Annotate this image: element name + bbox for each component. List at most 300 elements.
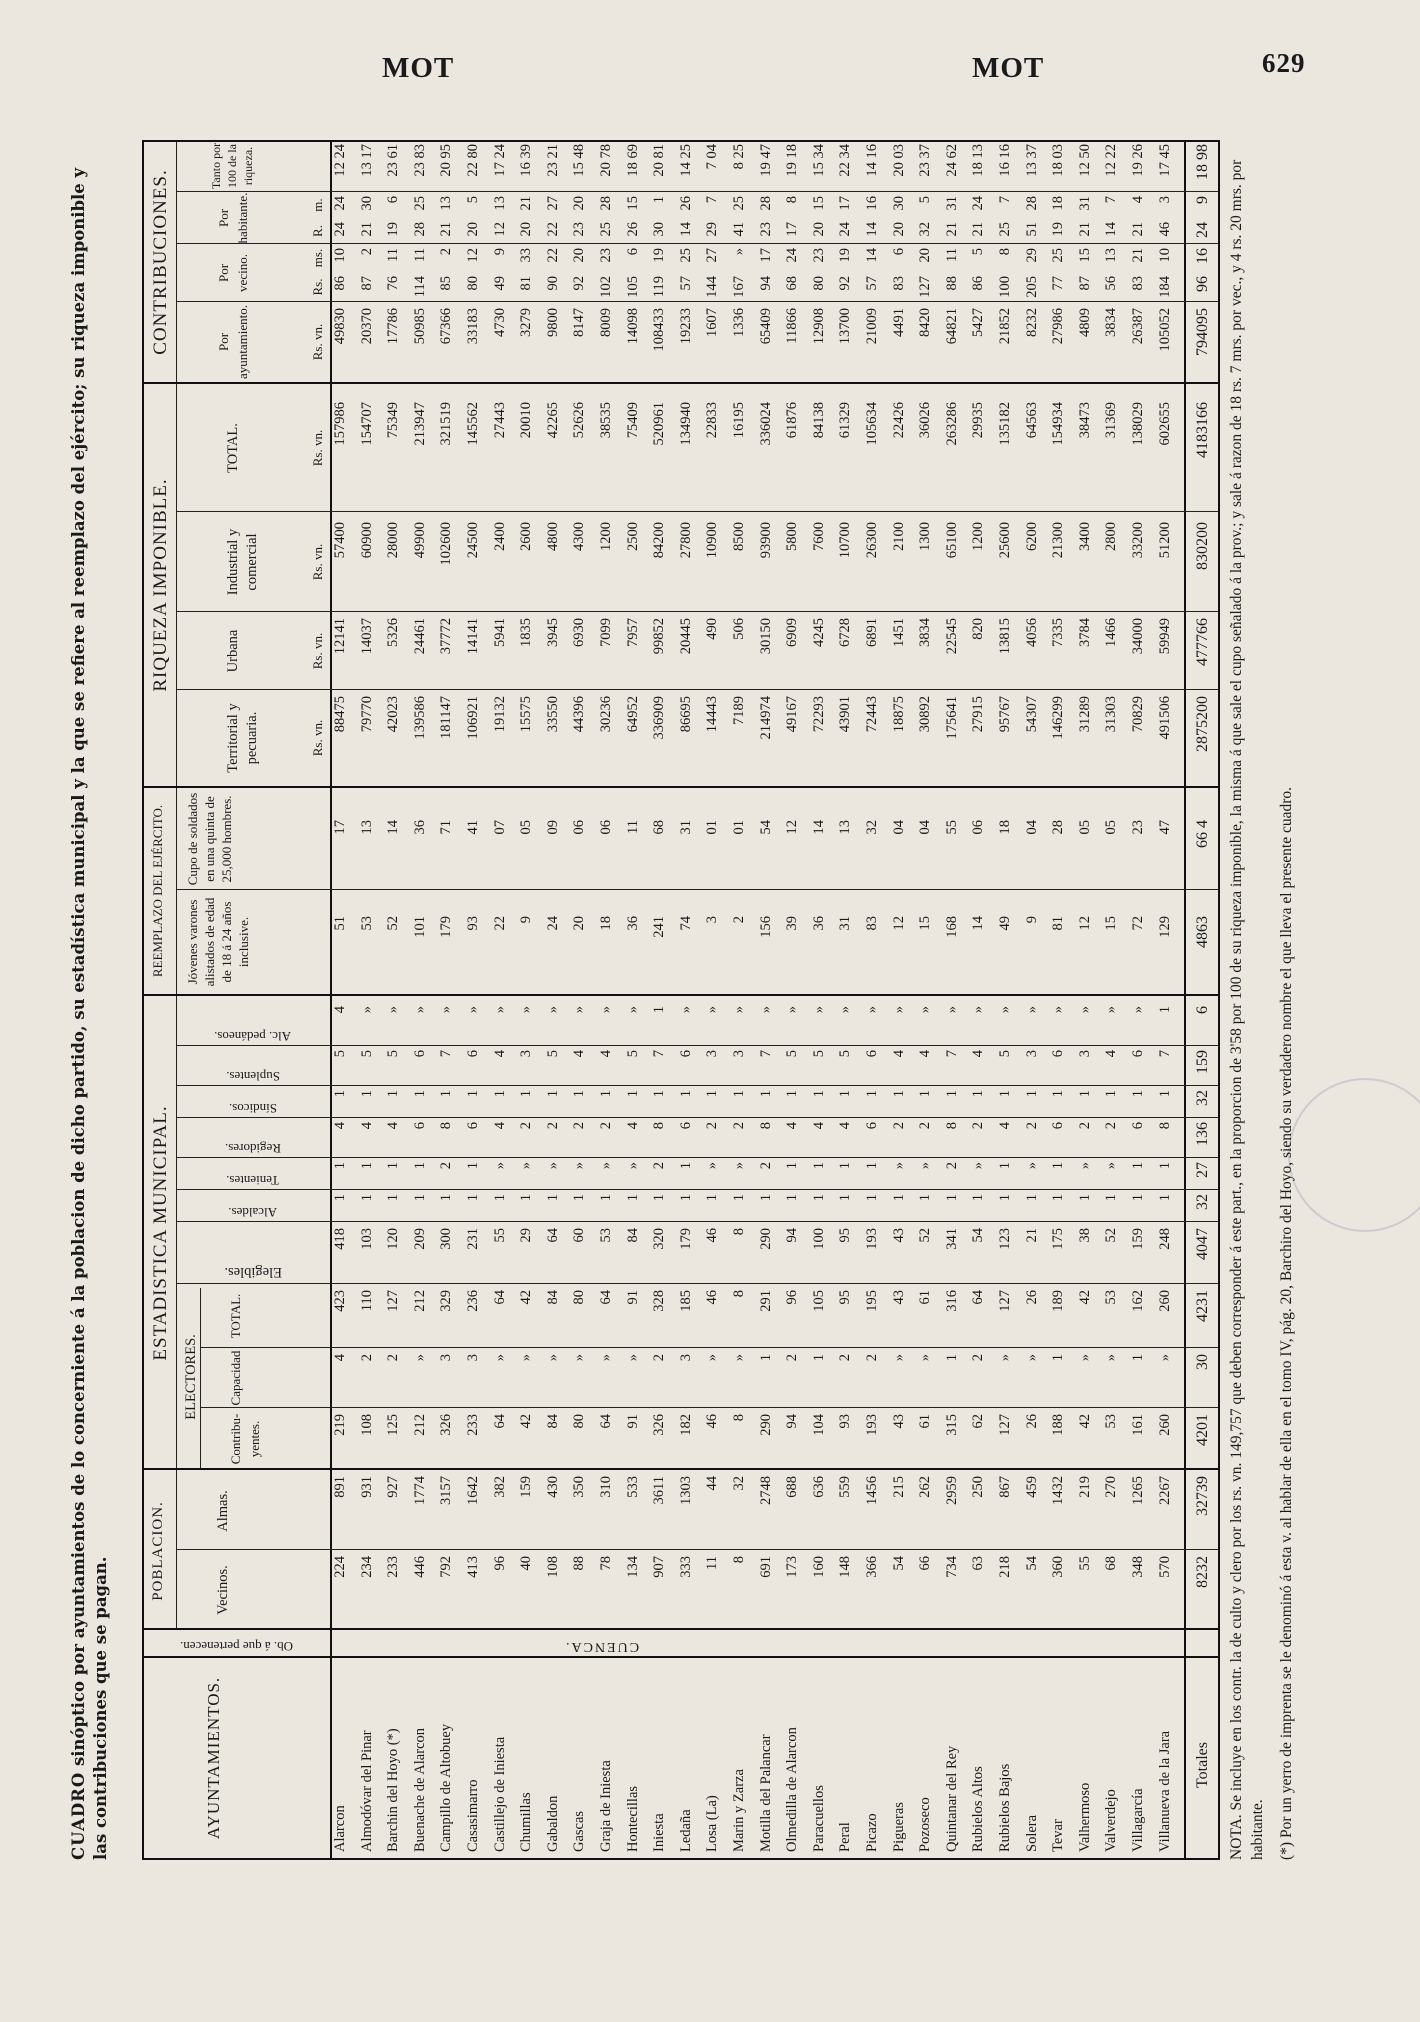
cell-con: 182 <box>677 1414 694 1436</box>
header-alc-pedaneos: Alc. pedáneos. <box>214 1029 292 1044</box>
cell-eleg: 120 <box>385 1228 402 1250</box>
cell-ayt: 9800 <box>544 308 561 337</box>
cell-sup: 4 <box>917 1050 934 1058</box>
cell-sup: 5 <box>358 1050 375 1058</box>
cell-ten: » <box>1076 1162 1093 1170</box>
cell-tp: 22 34 <box>837 144 854 177</box>
province-label: CUENCA. <box>564 1639 640 1654</box>
cell-ten: » <box>890 1162 907 1170</box>
cell-tp: 13 37 <box>1023 144 1040 177</box>
cell-con: 127 <box>997 1414 1013 1436</box>
table-row <box>543 142 563 1858</box>
table-row <box>436 142 456 1858</box>
table-row <box>1128 142 1148 1858</box>
cell-urb: 7099 <box>598 618 614 647</box>
cell-ped: » <box>997 1006 1013 1014</box>
cell-sin: 1 <box>864 1090 880 1098</box>
cell-tot: 80 <box>571 1290 588 1305</box>
cell-vms: 12 <box>465 248 481 263</box>
cell-cupo: 13 <box>837 820 854 835</box>
cell-ind: 6200 <box>1023 522 1040 551</box>
cell-hm: 25 <box>731 196 747 211</box>
cell-trt: 154934 <box>1050 402 1067 446</box>
cell-jov: 93 <box>465 916 481 931</box>
cell-cap: » <box>917 1354 934 1362</box>
cell-vrs: 94 <box>757 276 774 291</box>
cell-alm: 1642 <box>465 1476 481 1505</box>
cell-cap: 3 <box>677 1354 694 1362</box>
electores-rule <box>200 1288 201 1470</box>
cell-reg: 6 <box>465 1122 481 1130</box>
cell-terr: 27915 <box>970 696 987 733</box>
cell-reg: 4 <box>997 1122 1013 1130</box>
cell-vms: 2 <box>358 248 375 256</box>
cell-vms: 6 <box>890 248 907 256</box>
cell-sin: 1 <box>651 1090 668 1098</box>
cell-ind: 33200 <box>1130 522 1146 559</box>
cell-eleg: 179 <box>677 1228 694 1250</box>
cell-cupo: 28 <box>1050 820 1067 835</box>
cell-reg: 8 <box>1156 1122 1173 1130</box>
cell-hr: 26 <box>624 222 641 237</box>
cell-urb: 5941 <box>491 618 508 647</box>
cell-reg: 6 <box>411 1122 428 1130</box>
cell-ped: » <box>1050 1006 1067 1014</box>
cell-con: 8 <box>731 1414 747 1422</box>
cell-reg: 2 <box>571 1122 588 1130</box>
total-contribuyentes: 4201 <box>1194 1414 1211 1446</box>
table-row <box>915 142 935 1858</box>
cell-sup: 4 <box>571 1050 588 1058</box>
cell-hr: 51 <box>1023 222 1040 237</box>
totals-row <box>1188 142 1218 1858</box>
cell-hm: 31 <box>1076 196 1093 211</box>
cell-terr: 30892 <box>917 696 934 733</box>
header-alcaldes: Alcaldes. <box>228 1205 278 1220</box>
cell-tot: 212 <box>411 1290 428 1312</box>
cell-sup: 3 <box>518 1050 535 1058</box>
cell-tot: 185 <box>677 1290 694 1312</box>
cell-ind: 102600 <box>438 522 455 566</box>
cell-tp: 12 22 <box>1103 144 1120 177</box>
cell-vec: 63 <box>970 1556 987 1571</box>
cell-alm: 533 <box>624 1476 641 1498</box>
cell-con: 108 <box>358 1414 375 1436</box>
municipality-name: Almodóvar del Pinar <box>358 1730 375 1852</box>
cell-terr: 42023 <box>385 696 402 733</box>
header-reemplazo: REEMPLAZO DEL EJÉRCITO. <box>150 804 165 978</box>
cell-tp: 13 17 <box>358 144 375 177</box>
cell-cupo: 04 <box>917 820 934 835</box>
cell-cap: 2 <box>784 1354 801 1362</box>
table-row <box>1048 142 1068 1858</box>
cell-trt: 64563 <box>1023 402 1040 439</box>
cell-eleg: 159 <box>1130 1228 1146 1250</box>
cell-urb: 490 <box>704 618 721 640</box>
cell-tp: 17 24 <box>491 144 508 177</box>
cell-vec: 792 <box>438 1556 455 1578</box>
cell-sin: 1 <box>1130 1090 1146 1098</box>
cell-cap: 2 <box>385 1354 402 1362</box>
cell-vrs: 49 <box>491 276 508 291</box>
cell-alm: 219 <box>1076 1476 1093 1498</box>
cell-hr: 21 <box>1076 222 1093 237</box>
cell-trt: 61876 <box>784 402 801 439</box>
cell-ayt: 3834 <box>1103 308 1120 337</box>
cell-alc: 1 <box>518 1194 535 1202</box>
cell-con: 84 <box>544 1414 561 1429</box>
cell-urb: 1466 <box>1103 618 1120 647</box>
municipality-name: Valhermoso <box>1076 1782 1093 1852</box>
cell-hr: 22 <box>544 222 561 237</box>
cell-vms: 5 <box>970 248 987 256</box>
total-cupo: 66 4 <box>1194 820 1211 848</box>
cell-jov: 49 <box>997 916 1013 931</box>
cell-sup: 6 <box>411 1050 428 1058</box>
cell-cap: » <box>571 1354 588 1362</box>
header-contribuciones: CONTRIBUCIONES. <box>150 169 171 355</box>
cell-cupo: 07 <box>491 820 508 835</box>
cell-hm: 13 <box>491 196 508 211</box>
cell-ten: » <box>704 1162 721 1170</box>
total-vecinos: 8232 <box>1194 1556 1211 1588</box>
cell-jov: 3 <box>704 916 721 924</box>
cell-ind: 24500 <box>465 522 481 559</box>
cell-sin: 1 <box>332 1090 348 1098</box>
cell-trt: 29935 <box>970 402 987 439</box>
totals-rule <box>1184 142 1186 1858</box>
cell-terr: 146299 <box>1050 696 1067 740</box>
cell-vec: 224 <box>332 1556 348 1578</box>
cell-ped: » <box>917 1006 934 1014</box>
table-row <box>569 142 589 1858</box>
cell-reg: 2 <box>890 1122 907 1130</box>
header-obispado: Ob. á que pertenecen. <box>180 1639 294 1654</box>
cell-vec: 218 <box>997 1556 1013 1578</box>
cell-ten: 2 <box>757 1162 774 1170</box>
cell-alm: 350 <box>571 1476 588 1498</box>
cell-ped: » <box>624 1006 641 1014</box>
cell-vrs: 100 <box>997 276 1013 298</box>
cell-alm: 1456 <box>864 1476 880 1505</box>
cell-ten: 1 <box>1156 1162 1173 1170</box>
cell-ten: » <box>917 1162 934 1170</box>
cell-alm: 1265 <box>1130 1476 1146 1505</box>
unit-m: m. <box>310 198 325 212</box>
cell-vrs: 86 <box>970 276 987 291</box>
cell-terr: 7189 <box>731 696 747 725</box>
cell-ten: 1 <box>837 1162 854 1170</box>
cell-reg: 4 <box>385 1122 402 1130</box>
cell-cap: » <box>624 1354 641 1362</box>
cell-hr: 21 <box>1130 222 1146 237</box>
municipality-name: Buenache de Alarcon <box>411 1727 428 1852</box>
cell-sin: 1 <box>491 1090 508 1098</box>
cell-ayt: 8147 <box>571 308 588 337</box>
cell-tot: 84 <box>544 1290 561 1305</box>
table-row <box>809 142 829 1858</box>
cell-reg: 2 <box>544 1122 561 1130</box>
table-row <box>782 142 802 1858</box>
cell-con: 42 <box>518 1414 535 1429</box>
cell-ayt: 8009 <box>598 308 614 337</box>
cell-alm: 1432 <box>1050 1476 1067 1505</box>
cell-sin: 1 <box>598 1090 614 1098</box>
cell-cap: 1 <box>810 1354 827 1362</box>
cell-ind: 7600 <box>810 522 827 551</box>
cell-vms: 6 <box>624 248 641 256</box>
header-electores: ELECTORES. <box>183 1334 199 1420</box>
cell-jov: 36 <box>810 916 827 931</box>
cell-con: 260 <box>1156 1414 1173 1436</box>
header-industrial: Industrial y comercial <box>225 528 260 596</box>
cell-urb: 1835 <box>518 618 535 647</box>
cell-hm: 7 <box>997 196 1013 204</box>
table-row <box>702 142 722 1858</box>
cell-con: 94 <box>784 1414 801 1429</box>
cell-alc: 1 <box>997 1194 1013 1202</box>
municipality-name: Hontecillas <box>624 1785 641 1852</box>
synoptic-table <box>142 140 1220 1860</box>
cell-hm: 5 <box>917 196 934 204</box>
cell-hm: 28 <box>757 196 774 211</box>
cell-hm: 1 <box>651 196 668 204</box>
total-regidores: 136 <box>1194 1122 1211 1146</box>
cell-alc: 1 <box>544 1194 561 1202</box>
cell-vec: 40 <box>518 1556 535 1571</box>
title-text: sinóptico por ayuntamientos de lo concerniente á la poblacion de dicho partido, su estadística municipal y la que se refiere al reemplazo del ejército; su riqueza imponible y las contribuciones que se pagan. <box>69 167 110 1860</box>
cell-alm: 270 <box>1103 1476 1120 1498</box>
cell-vms: 20 <box>917 248 934 263</box>
cell-terr: 106921 <box>465 696 481 740</box>
total-capacidad: 30 <box>1194 1354 1211 1370</box>
table-row <box>729 142 749 1858</box>
cell-reg: 4 <box>784 1122 801 1130</box>
cell-vms: 23 <box>598 248 614 263</box>
cell-urb: 6728 <box>837 618 854 647</box>
cell-sin: 1 <box>1103 1090 1120 1098</box>
cell-hr: 46 <box>1156 222 1173 237</box>
table-row <box>330 142 350 1858</box>
cell-ten: » <box>970 1162 987 1170</box>
cell-vec: 66 <box>917 1556 934 1571</box>
cell-tp: 23 83 <box>411 144 428 177</box>
cell-urb: 24461 <box>411 618 428 655</box>
cell-terr: 44396 <box>571 696 588 733</box>
cell-sin: 1 <box>438 1090 455 1098</box>
cell-hr: 20 <box>890 222 907 237</box>
header-capacidad: Capacidad <box>228 1350 243 1406</box>
cell-ten: » <box>544 1162 561 1170</box>
cell-alm: 891 <box>332 1476 348 1498</box>
cell-jov: 52 <box>385 916 402 931</box>
cell-cupo: 05 <box>518 820 535 835</box>
header-territorial: Territorial y pecuaria. <box>225 703 260 773</box>
cell-tot: 260 <box>1156 1290 1173 1312</box>
municipality-name: Barchin del Hoyo (*) <box>385 1728 402 1852</box>
cell-jov: 15 <box>1103 916 1120 931</box>
cell-terr: 43901 <box>837 696 854 733</box>
cell-terr: 14443 <box>704 696 721 733</box>
cell-vms: 2 <box>438 248 455 256</box>
cell-terr: 95767 <box>997 696 1013 733</box>
cell-cupo: 18 <box>997 820 1013 835</box>
cell-reg: 4 <box>491 1122 508 1130</box>
cell-tot: 46 <box>704 1290 721 1305</box>
cell-hm: 13 <box>438 196 455 211</box>
cell-terr: 72293 <box>810 696 827 733</box>
total-jovenes: 4863 <box>1194 916 1211 948</box>
cell-vec: 734 <box>943 1556 960 1578</box>
header-total-riqueza: TOTAL. <box>225 423 241 473</box>
cell-hr: 20 <box>518 222 535 237</box>
cell-vec: 173 <box>784 1556 801 1578</box>
cell-jov: 179 <box>438 916 455 938</box>
cell-terr: 70829 <box>1130 696 1146 733</box>
cell-alc: 1 <box>598 1194 614 1202</box>
cell-hm: 24 <box>332 196 348 211</box>
cell-alc: 1 <box>837 1194 854 1202</box>
unit-rs-vn: Rs. vn. <box>310 632 325 670</box>
totals-label: Totales <box>1194 1742 1211 1788</box>
cell-vms: 19 <box>651 248 668 263</box>
cell-con: 193 <box>864 1414 880 1436</box>
cell-urb: 22545 <box>943 618 960 655</box>
cell-urb: 14037 <box>358 618 375 655</box>
cell-ped: » <box>1130 1006 1146 1014</box>
cell-vrs: 80 <box>810 276 827 291</box>
cell-sin: 1 <box>411 1090 428 1098</box>
cell-reg: 2 <box>1076 1122 1093 1130</box>
cell-vms: 8 <box>997 248 1013 256</box>
cell-con: 43 <box>890 1414 907 1429</box>
cell-con: 290 <box>757 1414 774 1436</box>
cell-con: 53 <box>1103 1414 1120 1429</box>
cell-cupo: 71 <box>438 820 455 835</box>
header-ayuntamientos: AYUNTAMIENTOS. <box>204 1676 223 1840</box>
cell-sup: 7 <box>943 1050 960 1058</box>
cell-alc: 1 <box>385 1194 402 1202</box>
cell-vrs: 76 <box>385 276 402 291</box>
cell-hr: 21 <box>438 222 455 237</box>
cell-eleg: 60 <box>571 1228 588 1243</box>
cell-ten: 2 <box>651 1162 668 1170</box>
cell-cap: » <box>544 1354 561 1362</box>
cell-ayt: 26387 <box>1130 308 1146 345</box>
cell-jov: 12 <box>890 916 907 931</box>
cell-ten: 1 <box>1050 1162 1067 1170</box>
cell-cupo: 55 <box>943 820 960 835</box>
cell-vms: 14 <box>864 248 880 263</box>
cell-tp: 18 13 <box>970 144 987 177</box>
cell-cupo: 14 <box>810 820 827 835</box>
cell-alc: 1 <box>943 1194 960 1202</box>
cell-con: 161 <box>1130 1414 1146 1436</box>
cell-trt: 75349 <box>385 402 402 439</box>
cell-ped: » <box>677 1006 694 1014</box>
cell-tot: 127 <box>997 1290 1013 1312</box>
cell-reg: 8 <box>943 1122 960 1130</box>
cell-eleg: 53 <box>598 1228 614 1243</box>
cell-hm: 5 <box>465 196 481 204</box>
cell-alc: 1 <box>358 1194 375 1202</box>
cell-sin: 1 <box>1023 1090 1040 1098</box>
header-por-ayuntamiento: Por ayuntamiento. <box>216 305 250 380</box>
cell-cupo: 23 <box>1130 820 1146 835</box>
footnote-nota: NOTA. Se incluye en los contr. la de culto y clero por los rs. vn. 149,757 que deben corresponder á este part., en la proporcion de 3'58 por 100 de su riqueza imponible, la misma á que sale el cupo señalado á la prov.; y sale á razon de 18 rs. 7 mrs. por vec., y 4 rs. 20 mrs. por habitante. <box>1228 159 1266 1860</box>
cell-hr: 19 <box>385 222 402 237</box>
cell-sup: 6 <box>864 1050 880 1058</box>
cell-cupo: 04 <box>890 820 907 835</box>
cell-ayt: 14098 <box>624 308 641 345</box>
cell-hm: 18 <box>1050 196 1067 211</box>
cell-alm: 688 <box>784 1476 801 1498</box>
cell-ayt: 4730 <box>491 308 508 337</box>
header-almas: Almas. <box>215 1490 231 1532</box>
cell-hm: 4 <box>1130 196 1146 204</box>
cell-sin: 1 <box>1076 1090 1093 1098</box>
cell-jov: 9 <box>1023 916 1040 924</box>
cell-urb: 6930 <box>571 618 588 647</box>
cell-cap: 1 <box>1050 1354 1067 1362</box>
cell-ind: 8500 <box>731 522 747 551</box>
cell-ten: 1 <box>997 1162 1013 1170</box>
cell-vms: 10 <box>1156 248 1173 263</box>
cell-reg: 2 <box>1103 1122 1120 1130</box>
header-cupo: Cupo de soldados en una quinta de 25,000 hombres. <box>185 792 234 886</box>
cell-cupo: 05 <box>1103 820 1120 835</box>
cell-sin: 1 <box>465 1090 481 1098</box>
cell-hm: 15 <box>810 196 827 211</box>
cell-tot: 91 <box>624 1290 641 1305</box>
cell-alm: 2959 <box>943 1476 960 1505</box>
cell-tp: 14 25 <box>677 144 694 177</box>
cell-terr: 175641 <box>943 696 960 740</box>
cell-cupo: 01 <box>731 820 747 835</box>
cell-hr: 20 <box>810 222 827 237</box>
cell-sup: 3 <box>731 1050 747 1058</box>
cell-jov: 83 <box>864 916 880 931</box>
cell-hm: 30 <box>358 196 375 211</box>
cell-cupo: 68 <box>651 820 668 835</box>
cell-con: 42 <box>1076 1414 1093 1429</box>
cell-eleg: 418 <box>332 1228 348 1250</box>
cell-jov: 15 <box>917 916 934 931</box>
cell-alm: 2267 <box>1156 1476 1173 1505</box>
cell-urb: 5326 <box>385 618 402 647</box>
cell-hm: 30 <box>890 196 907 211</box>
cell-vrs: 167 <box>731 276 747 298</box>
cell-con: 188 <box>1050 1414 1067 1436</box>
cell-ten: 1 <box>677 1162 694 1170</box>
cell-sin: 1 <box>997 1090 1013 1098</box>
cell-jov: 14 <box>970 916 987 931</box>
cell-tp: 23 61 <box>385 144 402 177</box>
cell-vms: 17 <box>757 248 774 263</box>
cell-trt: 263286 <box>943 402 960 446</box>
cell-con: 104 <box>810 1414 827 1436</box>
cell-hm: 8 <box>784 196 801 204</box>
cell-cupo: 14 <box>385 820 402 835</box>
group-rule <box>176 142 177 1630</box>
cell-cap: 2 <box>358 1354 375 1362</box>
page-number: 629 <box>1262 48 1306 78</box>
cell-alm: 215 <box>890 1476 907 1498</box>
cell-jov: 168 <box>943 916 960 938</box>
cell-jov: 156 <box>757 916 774 938</box>
header-por-habitante: Por habitante. <box>216 192 250 244</box>
cell-tp: 24 62 <box>943 144 960 177</box>
